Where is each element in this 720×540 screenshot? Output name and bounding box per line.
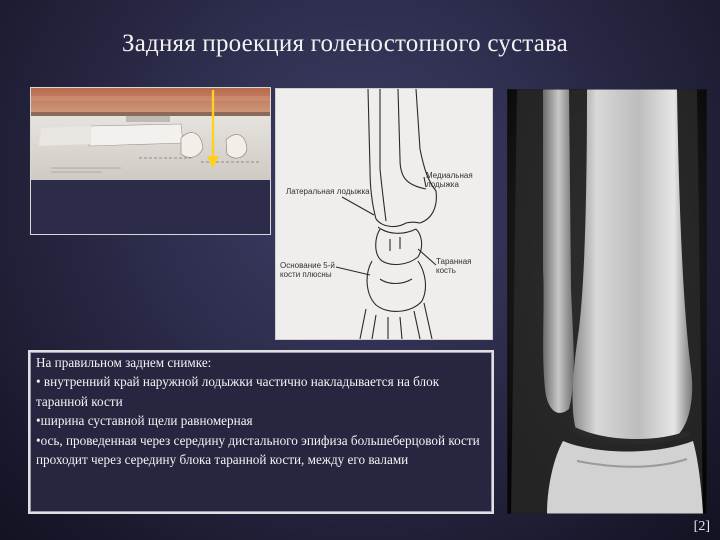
description-intro: На правильном заднем снимке: [36,355,212,370]
positioning-photo [31,88,270,180]
ankle-diagram [275,88,493,340]
description-bullet: •ширина суставной щели равномерная [36,413,253,429]
ankle-xray [507,89,707,514]
positioning-photo-frame [30,87,271,235]
description-bullet: •ось, проведенная через середину дистального эпифиза большеберцовой кости проходит через середину блока таранной кости, между его валами [36,432,480,468]
label-lateral-malleolus: Латеральная лодыжка [286,187,370,196]
label-talus: Таранная кость [436,257,472,275]
ankle-diagram-drawing [276,89,492,339]
label-metatarsal-base: Основание 5-й кости плюсны [280,261,335,279]
description-bullet: • внутренний край наружной лодыжки частично накладывается на блок таранной кости [36,374,440,409]
reference-number: [2] [693,519,710,534]
slide-title: Задняя проекция голеностопного сустава [122,30,568,57]
xray-image [507,89,707,514]
label-medial-malleolus: Медиальная лодыжка [426,171,473,189]
description-box [28,350,494,514]
